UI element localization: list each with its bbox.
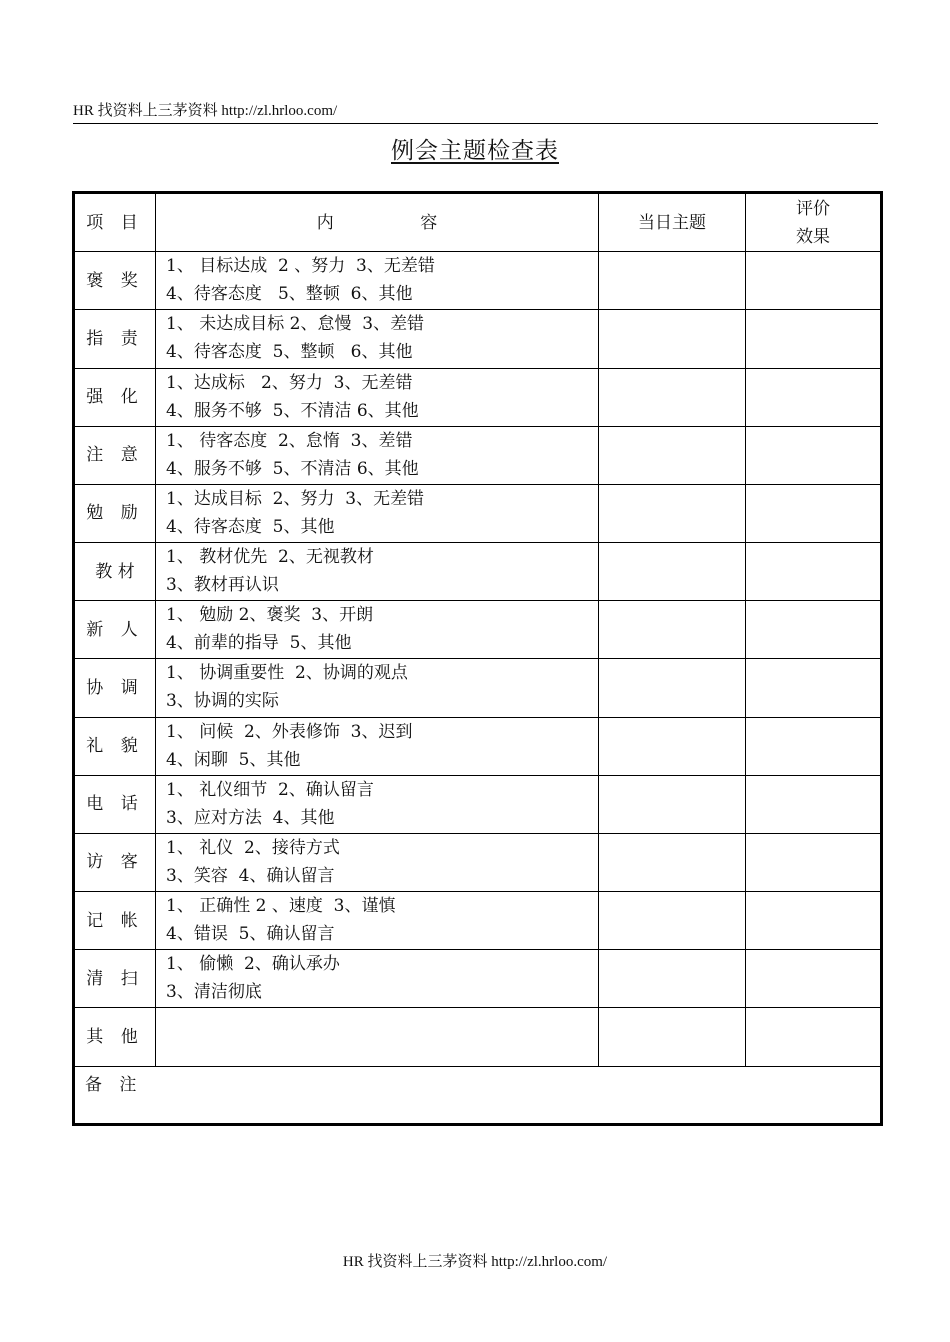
table-row [74,368,882,426]
row-content-line1: 1、 偷懒 2、确认承办 [166,954,340,975]
row-content-line2: 4、错误 5、确认留言 [166,924,335,945]
row-item-label: 勉 励 [74,484,156,542]
row-theme-cell[interactable] [599,775,746,833]
row-content-line1: 1、 协调重要性 2、协调的观点 [166,663,408,684]
row-theme-cell[interactable] [599,310,746,368]
row-theme-cell[interactable] [599,543,746,601]
row-content [156,543,599,601]
row-item-label: 褒 奖 [74,252,156,310]
row-evaluation-cell[interactable] [746,484,882,542]
column-header-evaluation-line2: 效果 [796,226,830,247]
row-content [156,892,599,950]
row-evaluation-cell[interactable] [746,310,882,368]
column-header-theme: 当日主题 [599,193,746,252]
remarks-row [74,1066,882,1124]
row-item-label: 注 意 [74,426,156,484]
row-evaluation-cell[interactable] [746,252,882,310]
page-header: HR 找资料上三茅资料 http://zl.hrloo.com/ [73,102,878,124]
table-row [74,484,882,542]
table-row [74,310,882,368]
row-theme-cell[interactable] [599,252,746,310]
row-content-line1: 1、 未达成目标 2、怠慢 3、差错 [166,314,425,335]
row-theme-cell[interactable] [599,368,746,426]
table-row [74,659,882,717]
row-content-line1: 1、 礼仪细节 2、确认留言 [166,779,374,800]
row-content [156,659,599,717]
column-header-content: 内 容 [156,193,599,252]
row-content [156,717,599,775]
table-header-row [74,193,882,252]
column-header-evaluation-line1: 评价 [796,198,830,219]
row-evaluation-cell[interactable] [746,775,882,833]
row-item-label: 指 责 [74,310,156,368]
row-content-line1: 1、达成标 2、努力 3、无差错 [166,372,413,393]
row-content-line1 [166,1008,598,1036]
row-evaluation-cell[interactable] [746,543,882,601]
row-content-line1: 1、 正确性 2 、速度 3、谨慎 [166,896,396,917]
row-content-line2: 3、应对方法 4、其他 [166,807,335,828]
row-item-label: 记 帐 [74,892,156,950]
row-evaluation-cell[interactable] [746,833,882,891]
row-content-line1: 1、 勉励 2、褒奖 3、开朗 [166,605,374,626]
row-evaluation-cell[interactable] [746,950,882,1008]
row-item-label: 电 话 [74,775,156,833]
row-content-line1: 1、 教材优先 2、无视教材 [166,547,374,568]
document-title: 例会主题检查表 [391,138,559,164]
row-theme-cell[interactable] [599,659,746,717]
document-title-container [0,132,950,165]
row-content-line2: 4、待客态度 5、其他 [166,516,335,537]
row-content [156,426,599,484]
row-content [156,775,599,833]
row-evaluation-cell[interactable] [746,1008,882,1066]
row-theme-cell[interactable] [599,717,746,775]
row-theme-cell[interactable] [599,892,746,950]
table-row [74,1008,882,1066]
row-theme-cell[interactable] [599,601,746,659]
row-item-label: 访 客 [74,833,156,891]
row-content-line2: 4、待客态度 5、整顿 6、其他 [166,342,413,363]
row-theme-cell[interactable] [599,484,746,542]
table-row [74,601,882,659]
remarks-cell[interactable] [74,1066,882,1124]
row-content [156,601,599,659]
remarks-label: 备 注 [85,1074,143,1095]
row-content [156,1008,599,1066]
meeting-theme-checklist-table [72,191,883,1126]
row-item-label: 新 人 [74,601,156,659]
row-evaluation-cell[interactable] [746,368,882,426]
row-content-line2: 4、服务不够 5、不清洁 6、其他 [166,458,419,479]
row-content [156,368,599,426]
row-content-line2: 3、协调的实际 [166,691,279,712]
row-evaluation-cell[interactable] [746,601,882,659]
row-content-line2: 4、闲聊 5、其他 [166,749,301,770]
row-content [156,833,599,891]
row-evaluation-cell[interactable] [746,426,882,484]
table-row [74,833,882,891]
row-content-line2: 3、教材再认识 [166,575,279,596]
row-item-label: 强 化 [74,368,156,426]
row-content-line2: 3、清洁彻底 [166,982,262,1003]
table-row [74,950,882,1008]
row-evaluation-cell[interactable] [746,892,882,950]
row-content-line1: 1、达成目标 2、努力 3、无差错 [166,488,425,509]
row-evaluation-cell[interactable] [746,717,882,775]
row-evaluation-cell[interactable] [746,659,882,717]
column-header-item: 项 目 [74,193,156,252]
row-content [156,484,599,542]
row-content-line1: 1、 待客态度 2、怠惰 3、差错 [166,430,413,451]
row-item-label: 清 扫 [74,950,156,1008]
row-content [156,310,599,368]
table-row [74,892,882,950]
row-theme-cell[interactable] [599,950,746,1008]
row-item-label: 礼 貌 [74,717,156,775]
column-header-evaluation [746,193,882,252]
table-row [74,543,882,601]
row-content-line2: 3、笑容 4、确认留言 [166,865,335,886]
row-theme-cell[interactable] [599,1008,746,1066]
table-row [74,426,882,484]
table-row [74,775,882,833]
row-content-line2 [166,1036,598,1064]
row-item-label: 协 调 [74,659,156,717]
row-content-line1: 1、 问候 2、外表修饰 3、迟到 [166,721,413,742]
row-content [156,950,599,1008]
row-content-line2: 4、前辈的指导 5、其他 [166,633,352,654]
row-content-line2: 4、服务不够 5、不清洁 6、其他 [166,400,419,421]
table-row [74,252,882,310]
row-content-line1: 1、 礼仪 2、接待方式 [166,837,340,858]
row-item-label: 教 材 [74,543,156,601]
row-theme-cell[interactable] [599,833,746,891]
table-row [74,717,882,775]
row-content [156,252,599,310]
row-content-line1: 1、 目标达成 2 、努力 3、无差错 [166,256,435,277]
page-footer: HR 找资料上三茅资料 http://zl.hrloo.com/ [342,1254,608,1270]
row-item-label: 其 他 [74,1008,156,1066]
row-theme-cell[interactable] [599,426,746,484]
row-content-line2: 4、待客态度 5、整顿 6、其他 [166,284,413,305]
